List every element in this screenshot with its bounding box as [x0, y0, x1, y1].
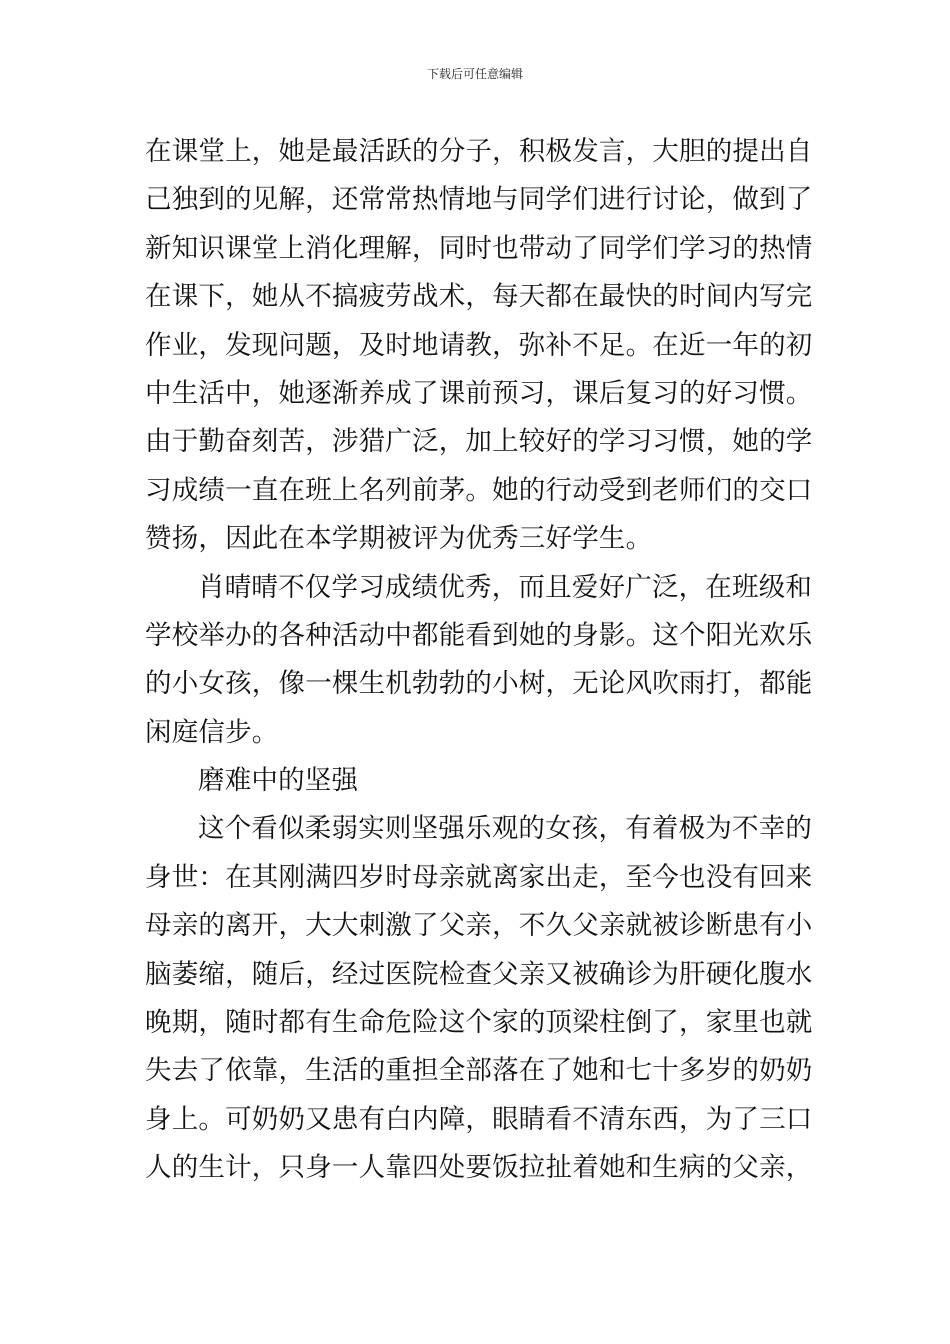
text-line: 学校举办的各种活动中都能看到她的身影。这个阳光欢乐 — [145, 619, 813, 651]
text-line: 己独到的见解，还常常热情地与同学们进行讨论，做到了 — [145, 184, 813, 216]
text-line: 中生活中，她逐渐养成了课前预习，课后复习的好习惯。 — [145, 377, 813, 409]
text-line: 母亲的离开，大大刺激了父亲，不久父亲就被诊断患有小 — [145, 910, 813, 942]
text-line: 在课下，她从不搞疲劳战术，每天都在最快的时间内写完 — [145, 281, 813, 313]
paragraph-first-line: 这个看似柔弱实则坚强乐观的女孩，有着极为不幸的 — [198, 813, 813, 845]
text-line: 身上。可奶奶又患有白内障，眼睛看不清东西，为了三口 — [145, 1103, 813, 1135]
text-line: 身世：在其刚满四岁时母亲就离家出走，至今也没有回来 — [145, 861, 813, 893]
document-body — [145, 128, 813, 1193]
text-line: 闲庭信步。 — [145, 716, 279, 748]
text-line: 脑萎缩，随后，经过医院检查父亲又被确诊为肝硬化腹水 — [145, 958, 813, 990]
paragraph-first-line: 肖晴晴不仅学习成绩优秀，而且爱好广泛，在班级和 — [198, 571, 813, 603]
text-line: 新知识课堂上消化理解，同时也带动了同学们学习的热情 — [145, 232, 813, 264]
text-line: 由于勤奋刻苦，涉猎广泛，加上较好的学习习惯，她的学 — [145, 426, 813, 458]
text-line: 人的生计，只身一人靠四处要饭拉扯着她和生病的父亲， — [145, 1152, 813, 1184]
section-heading: 磨难中的坚强 — [198, 765, 359, 797]
text-line: 在课堂上，她是最活跃的分子，积极发言，大胆的提出自 — [145, 136, 813, 167]
text-line: 晚期，随时都有生命危险这个家的顶梁柱倒了，家里也就 — [145, 1007, 813, 1039]
text-line: 赞扬，因此在本学期被评为优秀三好学生。 — [145, 523, 653, 555]
text-line: 的小女孩，像一棵生机勃勃的小树，无论风吹雨打，都能 — [145, 668, 813, 700]
text-line: 习成绩一直在班上名列前茅。她的行动受到老师们的交口 — [145, 474, 813, 506]
page-header: 下载后可任意编辑 — [426, 67, 523, 81]
text-line: 失去了依靠，生活的重担全部落在了她和七十多岁的奶奶 — [145, 1055, 813, 1087]
text-line: 作业，发现问题，及时地请教，弥补不足。在近一年的初 — [145, 329, 813, 361]
